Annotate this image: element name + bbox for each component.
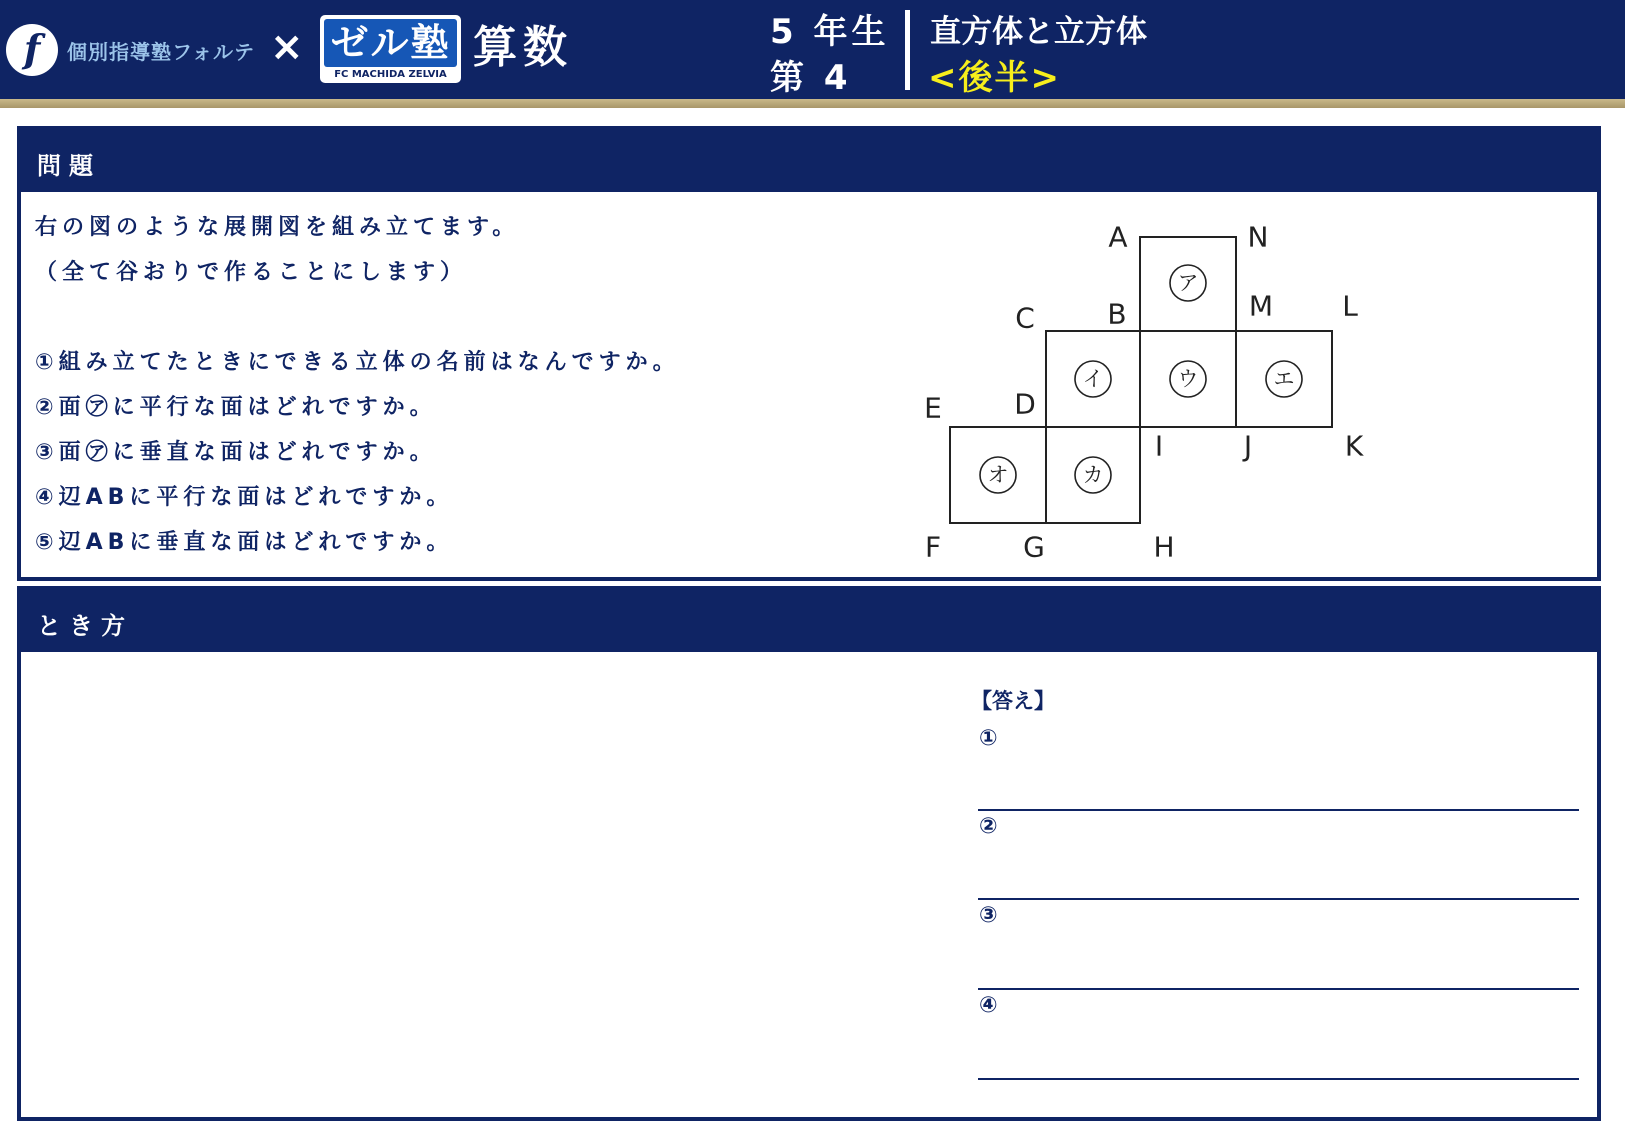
unit-subtitle: <後半> <box>928 58 1061 98</box>
cuboid-net-diagram <box>21 130 1597 577</box>
answer-2-line[interactable] <box>978 898 1579 900</box>
question-1: ①組み立てたときにできる立体の名前はなんですか。 <box>35 350 680 375</box>
zel-juku-logo-text: ゼル塾 <box>324 19 457 67</box>
answer-3-number: ③ <box>979 903 998 928</box>
face-i-label: イ <box>1082 367 1104 391</box>
working-area[interactable] <box>21 652 941 1117</box>
solution-panel <box>17 586 1601 1121</box>
section-label: 第 4 <box>770 58 852 98</box>
problem-heading: 問題 <box>37 152 101 180</box>
answer-1-number: ① <box>979 726 998 751</box>
brand-name: 個別指導塾フォルテ <box>67 40 255 64</box>
vertex-n: N <box>1247 220 1269 254</box>
page-header <box>0 0 1625 99</box>
grade-label: 5 年生 <box>770 12 890 52</box>
question-5: ⑤辺ABに垂直な面はどれですか。 <box>35 530 454 555</box>
vertex-j: J <box>1243 429 1253 463</box>
face-a-label: ア <box>1177 271 1199 295</box>
problem-panel <box>17 126 1601 581</box>
answer-1-line[interactable] <box>978 809 1579 811</box>
vertex-d: D <box>1014 387 1036 421</box>
answer-label: 【答え】 <box>971 689 1055 713</box>
forte-logo-icon <box>6 24 58 76</box>
subject-title: 算数 <box>473 22 573 73</box>
vertex-b: B <box>1107 297 1127 331</box>
answer-4-number: ④ <box>979 993 998 1018</box>
forte-logo-letter: f <box>23 26 41 71</box>
face-e-label: エ <box>1273 367 1295 391</box>
question-4: ④辺ABに平行な面はどれですか。 <box>35 485 454 510</box>
unit-title: 直方体と立方体 <box>930 14 1147 50</box>
vertex-i: I <box>1154 429 1164 463</box>
solution-heading: とき方 <box>37 612 133 640</box>
vertex-e: E <box>924 391 942 425</box>
vertex-h: H <box>1153 530 1175 564</box>
vertex-l: L <box>1342 289 1358 323</box>
vertex-c: C <box>1015 301 1035 335</box>
problem-line-1: 右の図のような展開図を組み立てます。 <box>35 215 520 240</box>
vertex-k: K <box>1344 429 1364 463</box>
face-u-label: ウ <box>1177 367 1199 391</box>
header-divider <box>905 10 910 90</box>
zel-juku-logo <box>320 15 461 83</box>
solution-heading-bar <box>21 590 1597 652</box>
times-icon: × <box>270 24 304 70</box>
answer-2-number: ② <box>979 814 998 839</box>
answer-3-line[interactable] <box>978 988 1579 990</box>
answer-4-line[interactable] <box>978 1078 1579 1080</box>
question-2: ②面㋐に平行な面はどれですか。 <box>35 395 437 420</box>
vertex-m: M <box>1248 289 1274 323</box>
zel-juku-logo-sub: FC MACHIDA ZELVIA <box>334 69 447 80</box>
header-gold-rule <box>0 99 1625 108</box>
vertex-g: G <box>1023 530 1045 564</box>
problem-line-2: （全て谷おりで作ることにします） <box>35 260 468 285</box>
face-o-label: オ <box>987 463 1009 487</box>
question-3: ③面㋐に垂直な面はどれですか。 <box>35 440 437 465</box>
vertex-f: F <box>924 530 942 564</box>
face-ka-label: カ <box>1082 463 1104 487</box>
vertex-a: A <box>1108 220 1128 254</box>
